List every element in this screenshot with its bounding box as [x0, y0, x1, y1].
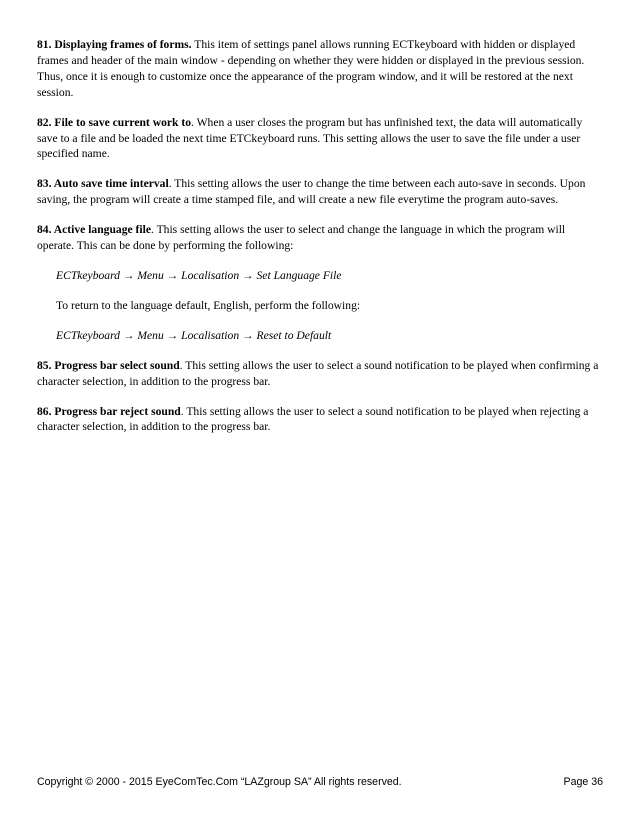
- page-footer: [37, 775, 603, 789]
- item-81-title: 81. Displaying frames of forms.: [37, 38, 192, 51]
- item-82-body: . When a user closes the program but has unfinished text, the data will automatically save to a file and be loaded the next time ETCkeyboard runs. This setting allows the user to save the file under a user specified name.: [37, 115, 583, 161]
- item-85-title: 85. Progress bar select sound: [37, 358, 180, 372]
- page-number: Page 36: [563, 776, 603, 788]
- set-language-path: ECTkeyboard → Menu → Localisation → Set Language File: [56, 268, 342, 282]
- item-86-title: 86. Progress bar reject sound: [37, 404, 181, 418]
- item-83-title: 83. Auto save time interval: [37, 177, 169, 191]
- item-82: [37, 115, 603, 163]
- copyright-text: Copyright © 2000 - 2015 EyeComTec.Com “LAZgroup SA” All rights reserved.: [37, 776, 402, 788]
- item-83: [37, 176, 603, 208]
- item-84-body: . This setting allows the user to select and change the language in which the program will operate. This can be done by performing the following:: [37, 223, 566, 253]
- item-84-title: 84. Active language file: [37, 223, 151, 237]
- item-85-body: . This setting allows the user to select a sound notification to be played when confirming a character selection, in addition to the progress bar.: [37, 358, 599, 388]
- return-default-text: To return to the language default, English, perform the following:: [56, 298, 361, 312]
- item-85: [37, 358, 603, 390]
- item-81-body: This item of settings panel allows running ECTkeyboard with hidden or displayed frames and header of the main window - depending on whether they were hidden or displayed in the previous session. Thus, once it is enough to customize once the appearance of the program window, and it will be restored at the next session.: [37, 38, 585, 99]
- item-83-body: . This setting allows the user to change the time between each auto-save in seconds. Upon saving, the program will create a time stamped file, and will create a new file everytime the program auto-saves.: [37, 177, 586, 207]
- page-content: [37, 37, 603, 449]
- reset-default-path: ECTkeyboard → Menu → Localisation → Reset to Default: [56, 328, 332, 342]
- item-86: [37, 404, 603, 436]
- item-82-title: 82. File to save current work to: [37, 115, 192, 129]
- item-81: [37, 37, 603, 101]
- item-84: [37, 222, 603, 254]
- item-86-body: . This setting allows the user to select a sound notification to be played when rejecting a character selection, in addition to the progress bar.: [37, 404, 589, 434]
